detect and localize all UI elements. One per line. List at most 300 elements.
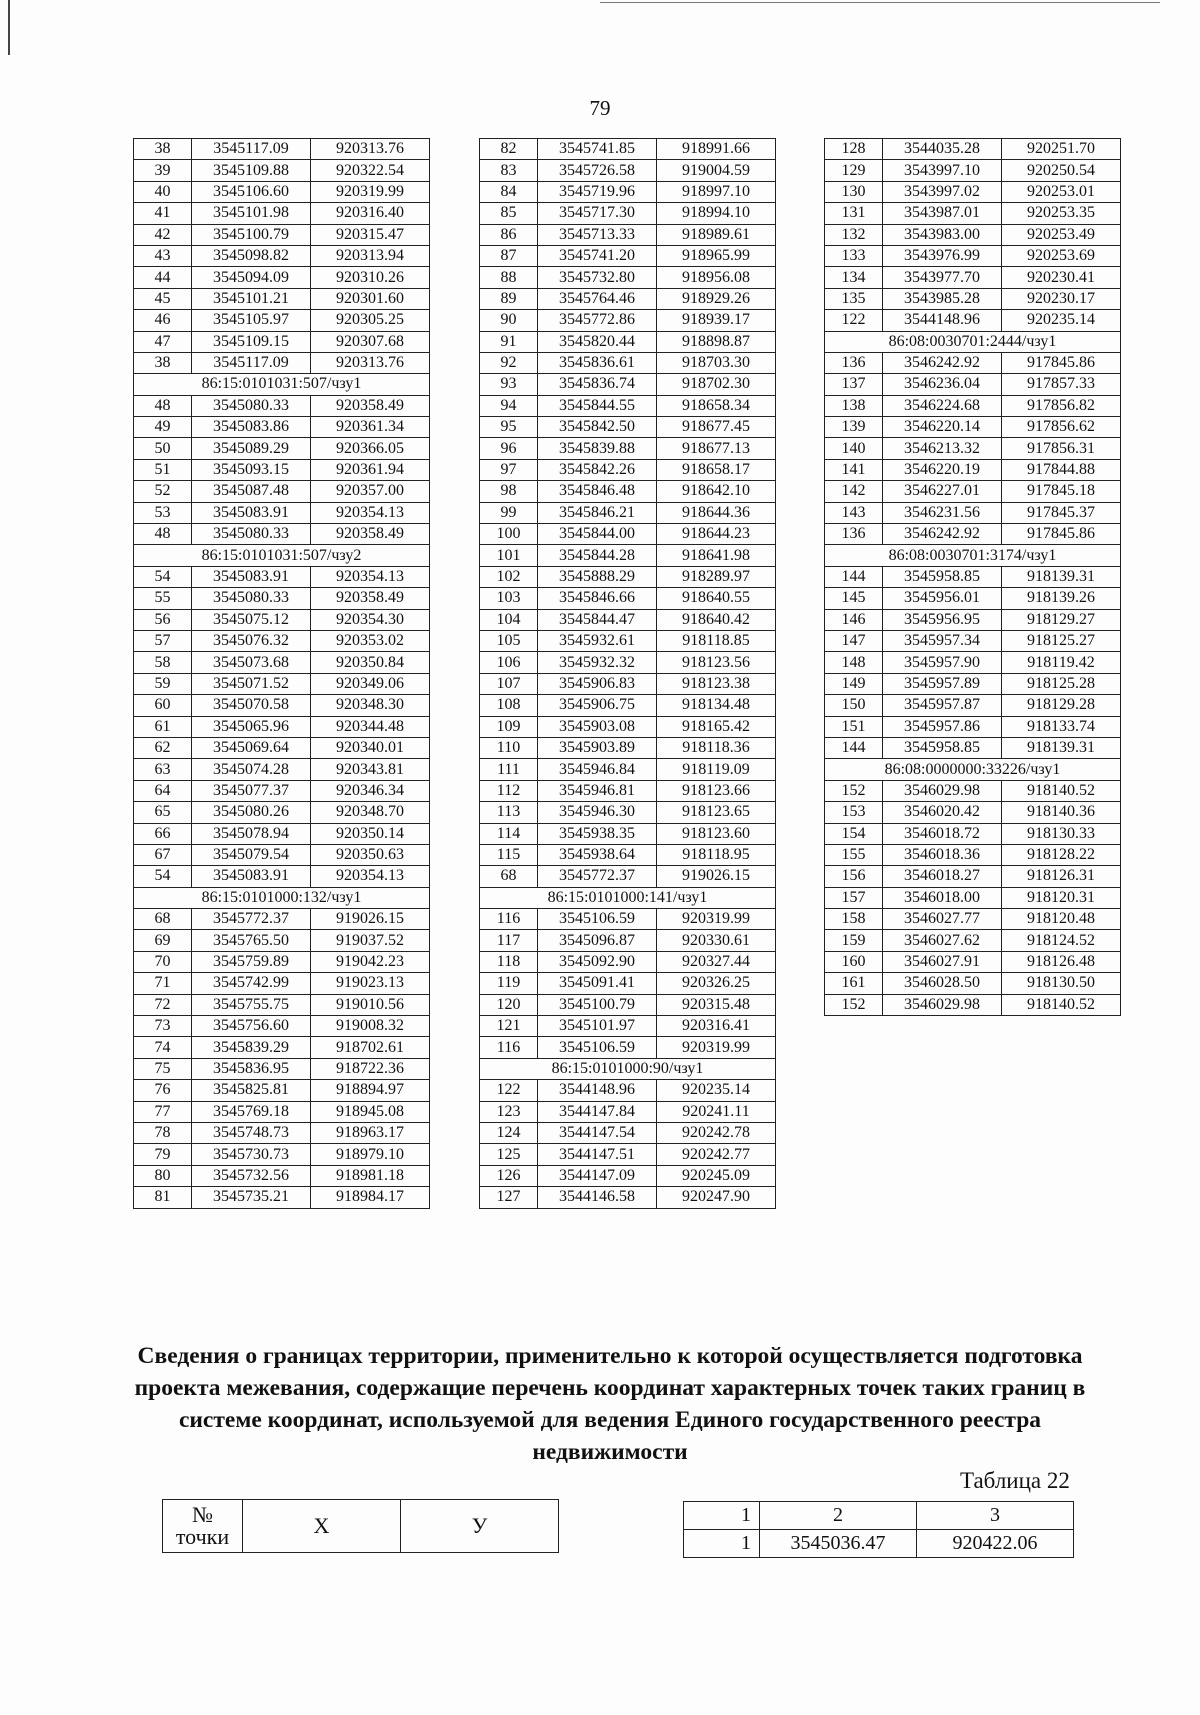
cadastral-header-row [825,545,1121,566]
x-coordinate: 3545888.29 [538,566,657,587]
x-coordinate: 3545839.88 [538,438,657,459]
x-coordinate: 3545957.87 [883,695,1002,716]
y-coordinate: 918133.74 [1002,716,1121,737]
x-coordinate: 3544147.51 [538,1144,657,1165]
point-number: 146 [825,609,883,630]
x-coordinate: 3543997.02 [883,181,1002,202]
y-coordinate: 918984.17 [311,1187,430,1208]
table-row [134,203,430,224]
point-number: 135 [825,288,883,309]
table-row [480,203,776,224]
table-row [134,245,430,266]
table-row [134,331,430,352]
table-row [825,609,1121,630]
point-number: 59 [134,673,192,694]
y-coordinate: 920346.34 [311,780,430,801]
x-coordinate: 3545080.33 [192,395,311,416]
x-coordinate: 3546027.62 [883,930,1002,951]
x-coordinate: 3545101.21 [192,288,311,309]
point-number: 92 [480,352,538,373]
x-coordinate: 3545772.37 [192,909,311,930]
table-row [480,566,776,587]
table-row [134,481,430,502]
x-coordinate: 3545825.81 [192,1080,311,1101]
point-number: 49 [134,417,192,438]
y-coordinate: 918134.48 [657,695,776,716]
table-row [134,759,430,780]
table-row [134,438,430,459]
point-number: 95 [480,417,538,438]
table-row [825,630,1121,651]
table-row [825,588,1121,609]
x-coordinate: 3545717.30 [538,203,657,224]
table-row [134,1165,430,1186]
y-coordinate: 920250.54 [1002,160,1121,181]
y-coordinate: 920358.49 [311,395,430,416]
y-coordinate: 918929.26 [657,288,776,309]
table-row [480,374,776,395]
cadastral-number: 86:15:0101000:132/чзу1 [134,887,430,908]
x-coordinate: 3545087.48 [192,481,311,502]
x-coordinate: 3545903.89 [538,737,657,758]
table-row [480,1037,776,1058]
y-coordinate: 920348.70 [311,802,430,823]
y-coordinate: 920361.34 [311,417,430,438]
table-row [134,973,430,994]
table-row [825,930,1121,951]
point-number: 152 [825,780,883,801]
point-number: 149 [825,673,883,694]
point-number: 128 [825,139,883,160]
point-number: 117 [480,930,538,951]
x-coordinate: 3545101.97 [538,1016,657,1037]
point-number: 119 [480,973,538,994]
y-coordinate: 920315.47 [311,224,430,245]
point-number: 126 [480,1165,538,1186]
x-coordinate: 3546231.56 [883,502,1002,523]
table-row [480,759,776,780]
y-coordinate: 917845.18 [1002,481,1121,502]
table-row [480,245,776,266]
y-coordinate: 920251.70 [1002,139,1121,160]
point-number: 44 [134,267,192,288]
x-coordinate: 3545844.00 [538,524,657,545]
y-coordinate: 920253.35 [1002,203,1121,224]
x-coordinate: 3545836.61 [538,352,657,373]
y-coordinate: 920305.25 [311,310,430,331]
y-coordinate: 918125.28 [1002,673,1121,694]
table-row [134,930,430,951]
point-number: 158 [825,909,883,930]
y-coordinate: 920242.77 [657,1144,776,1165]
table-row [480,1187,776,1208]
y-coordinate: 918979.10 [311,1144,430,1165]
table-row [134,844,430,865]
x-coordinate: 3546029.98 [883,994,1002,1015]
point-number: 102 [480,566,538,587]
y-coordinate: 920230.17 [1002,288,1121,309]
x-coordinate: 3545932.32 [538,652,657,673]
table-row [480,844,776,865]
point-number: 108 [480,695,538,716]
x-coordinate: 3544035.28 [883,139,1002,160]
x-coordinate: 3545742.99 [192,973,311,994]
table-row [480,331,776,352]
x-coordinate: 3546018.27 [883,866,1002,887]
y-coordinate: 918956.08 [657,267,776,288]
table-label: Таблица 22 [960,1468,1070,1493]
y-coordinate: 919010.56 [311,994,430,1015]
y-coordinate: 920354.13 [311,566,430,587]
y-coordinate: 920310.26 [311,267,430,288]
y-coordinate: 918644.36 [657,502,776,523]
point-number: 73 [134,1016,192,1037]
y-coordinate: 918165.42 [657,716,776,737]
table-row [134,524,430,545]
y-coordinate: 920330.61 [657,930,776,951]
cadastral-header-row [480,887,776,908]
x-coordinate: 3545906.75 [538,695,657,716]
table-row [480,417,776,438]
y-coordinate: 919008.32 [311,1016,430,1037]
table-row [480,181,776,202]
x-coordinate: 3545957.86 [883,716,1002,737]
y-coordinate: 918702.61 [311,1037,430,1058]
table-row [134,866,430,887]
table-row [480,459,776,480]
x-coordinate: 3545844.55 [538,395,657,416]
point-number: 76 [134,1080,192,1101]
x-coordinate: 3545741.85 [538,139,657,160]
y-coordinate: 918120.31 [1002,887,1121,908]
table-row [480,630,776,651]
x-coordinate: 3545732.80 [538,267,657,288]
point-number: 78 [134,1122,192,1143]
point-number: 85 [480,203,538,224]
y-coordinate: 920366.05 [311,438,430,459]
table-row [480,352,776,373]
point-number: 84 [480,181,538,202]
y-coordinate: 917845.86 [1002,524,1121,545]
x-coordinate: 3545098.82 [192,245,311,266]
point-number: 77 [134,1101,192,1122]
table-row [134,181,430,202]
point-number: 70 [134,951,192,972]
cadastral-number: 86:15:0101000:90/чзу1 [480,1058,776,1079]
y-coordinate: 918140.36 [1002,802,1121,823]
y-coordinate: 918119.42 [1002,652,1121,673]
y-coordinate: 920357.00 [311,481,430,502]
x-coordinate: 3545956.01 [883,588,1002,609]
x-coordinate: 3545735.21 [192,1187,311,1208]
y-coordinate: 918945.08 [311,1101,430,1122]
point-number: 69 [134,930,192,951]
table-row [480,951,776,972]
x-coordinate: 3545842.50 [538,417,657,438]
x-coordinate: 3543977.70 [883,267,1002,288]
table-row [480,973,776,994]
x-coordinate: 3545957.89 [883,673,1002,694]
cadastral-header-row [134,374,430,395]
y-coordinate: 918722.36 [311,1058,430,1079]
x-coordinate: 3545836.95 [192,1058,311,1079]
x-coordinate: 3545076.32 [192,630,311,651]
table-row [480,823,776,844]
cadastral-number: 86:08:0030701:3174/чзу1 [825,545,1121,566]
table-row [825,288,1121,309]
coordinates-table-column-1 [133,138,430,1209]
x-coordinate: 3546236.04 [883,374,1002,395]
y-coordinate: 918123.38 [657,673,776,694]
table-row [134,695,430,716]
point-number: 94 [480,395,538,416]
y-coordinate: 918963.17 [311,1122,430,1143]
table-row [825,673,1121,694]
table-row [825,844,1121,865]
x-coordinate: 3545846.66 [538,588,657,609]
point-number: 147 [825,630,883,651]
point-number: 41 [134,203,192,224]
y-coordinate: 920361.94 [311,459,430,480]
point-number: 113 [480,802,538,823]
cadastral-header-row [134,887,430,908]
y-coordinate: 920253.69 [1002,245,1121,266]
x-coordinate: 3546029.98 [883,780,1002,801]
point-number: 57 [134,630,192,651]
cadastral-header-row [134,545,430,566]
table-row [825,866,1121,887]
point-number: 68 [480,866,538,887]
table-row [825,780,1121,801]
table-row [825,310,1121,331]
x-coordinate: 3546018.00 [883,887,1002,908]
header-point-number [163,1500,243,1553]
coordinates-table-column-2 [479,138,776,1209]
y-coordinate: 917856.31 [1002,438,1121,459]
table-row [825,652,1121,673]
point-number: 63 [134,759,192,780]
y-coordinate: 918129.28 [1002,695,1121,716]
table-row [480,1080,776,1101]
y-coordinate: 920247.90 [657,1187,776,1208]
point-number: 125 [480,1144,538,1165]
y-coordinate: 917857.33 [1002,374,1121,395]
x-coordinate: 3545772.37 [538,866,657,887]
table-row [825,973,1121,994]
y-coordinate: 918140.52 [1002,780,1121,801]
y-coordinate: 920245.09 [657,1165,776,1186]
table-row [480,310,776,331]
x-coordinate: 3545730.73 [192,1144,311,1165]
x-coordinate: 3546018.36 [883,844,1002,865]
y-coordinate: 919026.15 [311,909,430,930]
y-coordinate: 918123.56 [657,652,776,673]
point-number: 136 [825,352,883,373]
y-coordinate: 918289.97 [657,566,776,587]
y-coordinate: 920319.99 [657,909,776,930]
table-row [480,1016,776,1037]
point-number: 67 [134,844,192,865]
x-coordinate: 3543985.28 [883,288,1002,309]
cadastral-header-row [480,1058,776,1079]
x-coordinate: 3545956.95 [883,609,1002,630]
y-coordinate: 920327.44 [657,951,776,972]
x-coordinate: 3545106.59 [538,1037,657,1058]
y-coordinate: 920348.30 [311,695,430,716]
y-coordinate: 920242.78 [657,1122,776,1143]
table-row [480,673,776,694]
point-number: 39 [134,160,192,181]
x-coordinate: 3545083.91 [192,866,311,887]
table-row [480,994,776,1015]
point-number: 148 [825,652,883,673]
table-row [825,395,1121,416]
table-row [480,1144,776,1165]
x-coordinate: 3545713.33 [538,224,657,245]
point-number: 159 [825,930,883,951]
x-coordinate: 3546220.19 [883,459,1002,480]
point-number: 151 [825,716,883,737]
table-row [134,1016,430,1037]
cadastral-number: 86:15:0101031:507/чзу1 [134,374,430,395]
x-coordinate: 3545083.91 [192,566,311,587]
table-row [134,1037,430,1058]
cadastral-number: 86:08:0000000:33226/чзу1 [825,759,1121,780]
x-coordinate: 3545957.90 [883,652,1002,673]
table-row [134,1144,430,1165]
point-number: 55 [134,588,192,609]
y-coordinate: 919037.52 [311,930,430,951]
x-coordinate: 3545903.08 [538,716,657,737]
table-row [480,438,776,459]
table-row [825,502,1121,523]
x-coordinate: 3546020.42 [883,802,1002,823]
y-coordinate: 918677.45 [657,417,776,438]
x-coordinate: 3545083.91 [192,502,311,523]
cadastral-number: 86:08:0030701:2444/чзу1 [825,331,1121,352]
y-coordinate: 918139.26 [1002,588,1121,609]
point-number: 60 [134,695,192,716]
y-coordinate: 918994.10 [657,203,776,224]
point-number: 72 [134,994,192,1015]
y-coordinate: 920349.06 [311,673,430,694]
y-coordinate: 920319.99 [657,1037,776,1058]
table-row [480,716,776,737]
table-row [134,673,430,694]
header-point-word: точки [175,1524,230,1549]
point-number: 131 [825,203,883,224]
cadastral-header-row [825,759,1121,780]
y-coordinate: 918139.31 [1002,566,1121,587]
x-coordinate: 3546028.50 [883,973,1002,994]
y-coordinate: 920354.30 [311,609,430,630]
point-number: 154 [825,823,883,844]
point-number: 90 [480,310,538,331]
y-coordinate: 920322.54 [311,160,430,181]
x-coordinate: 3545836.74 [538,374,657,395]
point-number: 51 [134,459,192,480]
point-number: 110 [480,737,538,758]
x-coordinate: 3545844.47 [538,609,657,630]
x-coordinate: 3545820.44 [538,331,657,352]
x-coordinate: 3545932.61 [538,630,657,651]
table-row [825,160,1121,181]
x-coordinate: 3545726.58 [538,160,657,181]
x-coordinate: 3543976.99 [883,245,1002,266]
table-row [825,802,1121,823]
x-coordinate: 3546027.77 [883,909,1002,930]
x-coordinate: 3545065.96 [192,716,311,737]
point-number: 54 [134,566,192,587]
table-row [480,930,776,951]
y-coordinate: 920253.49 [1002,224,1121,245]
table-row [134,951,430,972]
x-coordinate: 3545073.68 [192,652,311,673]
point-number: 43 [134,245,192,266]
y-coordinate: 920343.81 [311,759,430,780]
x-coordinate: 3545106.60 [192,181,311,202]
x-coordinate: 3545075.12 [192,609,311,630]
table-22-data [683,1501,1074,1558]
x-coordinate: 3545083.86 [192,417,311,438]
point-number: 40 [134,181,192,202]
point-number: 155 [825,844,883,865]
y-coordinate: 918991.66 [657,139,776,160]
x-coordinate: 3544146.58 [538,1187,657,1208]
y-coordinate: 918997.10 [657,181,776,202]
y-coordinate: 917856.82 [1002,395,1121,416]
section-heading: Сведения о границах территории, применительно к которой осуществляется подготовка проекта межевания, содержащие перечень координат характерных точек таких границ в системе координат, используемой для ведения Единого государственного реестра недвижимости [134,1343,1086,1465]
x-coordinate: 3543987.01 [883,203,1002,224]
table-row [825,909,1121,930]
table-row [134,1058,430,1079]
point-number: 81 [134,1187,192,1208]
y-coordinate: 918640.55 [657,588,776,609]
y-coordinate: 920350.84 [311,652,430,673]
header-y: У [401,1500,559,1553]
point-number: 58 [134,652,192,673]
y-coordinate: 918703.30 [657,352,776,373]
table-row [480,1165,776,1186]
point-number: 160 [825,951,883,972]
x-coordinate: 3545732.56 [192,1165,311,1186]
x-coordinate: 3545080.26 [192,802,311,823]
y-coordinate: 920253.01 [1002,181,1121,202]
point-number: 38 [134,352,192,373]
table-row [134,909,430,930]
y-coordinate: 918965.99 [657,245,776,266]
point-number: 106 [480,652,538,673]
table-row [825,524,1121,545]
point-number: 87 [480,245,538,266]
x-coordinate: 3545071.52 [192,673,311,694]
table-row [480,288,776,309]
y-coordinate: 919026.15 [657,866,776,887]
y-coordinate: 918118.95 [657,844,776,865]
y-coordinate: 920354.13 [311,502,430,523]
table-row [825,203,1121,224]
table-row [480,267,776,288]
point-number: 112 [480,780,538,801]
y-coordinate: 920316.40 [311,203,430,224]
y-coordinate: 920307.68 [311,331,430,352]
x-coordinate: 3543997.10 [883,160,1002,181]
x-coordinate: 3545957.34 [883,630,1002,651]
point-number: 141 [825,459,883,480]
y-coordinate: 920350.14 [311,823,430,844]
x-coordinate: 3545741.20 [538,245,657,266]
point-number: 109 [480,716,538,737]
